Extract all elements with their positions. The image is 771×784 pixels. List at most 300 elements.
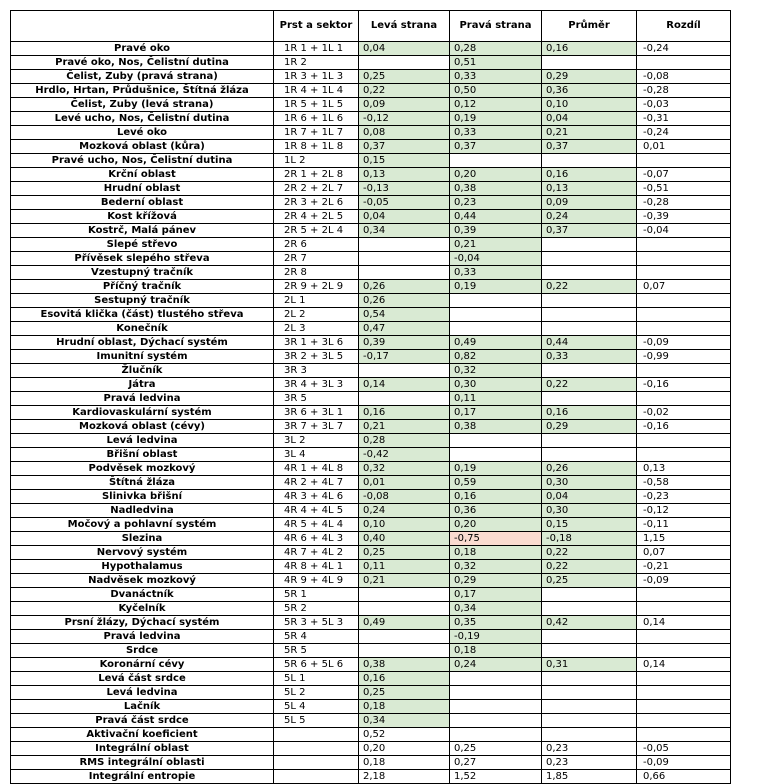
left-cell: 0,18 <box>359 700 450 714</box>
sector-cell: 3R 7 + 3L 7 <box>274 420 359 434</box>
difference-cell: 0,66 <box>637 770 731 784</box>
difference-cell <box>637 252 731 266</box>
organ-cell: Hrdlo, Hrtan, Průdušnice, Štítná žláza <box>11 84 274 98</box>
organ-cell: Příčný tračník <box>11 280 274 294</box>
right-cell: 0,38 <box>450 182 542 196</box>
sector-cell: 3R 3 <box>274 364 359 378</box>
left-cell: 0,11 <box>359 560 450 574</box>
table-row <box>11 70 731 84</box>
left-cell: -0,13 <box>359 182 450 196</box>
difference-cell: 0,07 <box>637 546 731 560</box>
right-cell: -0,19 <box>450 630 542 644</box>
right-cell: 0,34 <box>450 602 542 616</box>
table-body <box>11 42 731 784</box>
organ-cell: Močový a pohlavní systém <box>11 518 274 532</box>
table-row <box>11 420 731 434</box>
sector-cell: 2R 9 + 2L 9 <box>274 280 359 294</box>
left-cell <box>359 252 450 266</box>
table-row <box>11 350 731 364</box>
sector-cell <box>274 756 359 770</box>
average-cell <box>542 252 637 266</box>
header-left: Levá strana <box>359 11 450 42</box>
right-cell: 0,18 <box>450 546 542 560</box>
difference-cell: -0,07 <box>637 168 731 182</box>
sector-cell: 1R 4 + 1L 4 <box>274 84 359 98</box>
organ-cell: Štítná žláza <box>11 476 274 490</box>
average-cell: 0,29 <box>542 70 637 84</box>
organ-cell: Lačník <box>11 700 274 714</box>
left-cell <box>359 266 450 280</box>
organ-cell: Mozková oblast (cévy) <box>11 420 274 434</box>
table-row <box>11 518 731 532</box>
left-cell: 0,14 <box>359 378 450 392</box>
right-cell: 0,19 <box>450 112 542 126</box>
difference-cell: -0,08 <box>637 70 731 84</box>
average-cell: 0,37 <box>542 140 637 154</box>
right-cell: 0,16 <box>450 490 542 504</box>
left-cell: 0,20 <box>359 742 450 756</box>
table-row <box>11 266 731 280</box>
table-row <box>11 182 731 196</box>
sector-cell <box>274 770 359 784</box>
average-cell: 0,30 <box>542 476 637 490</box>
right-cell: 0,33 <box>450 266 542 280</box>
organ-cell: Hypothalamus <box>11 560 274 574</box>
organ-cell: Slinivka břišní <box>11 490 274 504</box>
difference-cell <box>637 448 731 462</box>
organ-cell: Hrudní oblast, Dýchací systém <box>11 336 274 350</box>
average-cell: 0,25 <box>542 574 637 588</box>
organ-cell: Esovitá klička (část) tlustého střeva <box>11 308 274 322</box>
table-row <box>11 476 731 490</box>
organ-cell: Kost křížová <box>11 210 274 224</box>
average-cell: -0,18 <box>542 532 637 546</box>
difference-cell: -0,31 <box>637 112 731 126</box>
average-cell: 0,16 <box>542 42 637 56</box>
right-cell <box>450 728 542 742</box>
sector-cell: 2R 8 <box>274 266 359 280</box>
right-cell: 0,23 <box>450 196 542 210</box>
average-cell: 0,31 <box>542 658 637 672</box>
table-row <box>11 672 731 686</box>
organ-cell: Čelist, Zuby (pravá strana) <box>11 70 274 84</box>
sector-cell: 5L 4 <box>274 700 359 714</box>
difference-cell <box>637 588 731 602</box>
organ-cell: Levá ledvina <box>11 686 274 700</box>
right-cell: 1,52 <box>450 770 542 784</box>
average-cell: 0,36 <box>542 84 637 98</box>
sector-cell: 1L 2 <box>274 154 359 168</box>
table-row <box>11 658 731 672</box>
organ-cell: Slezina <box>11 532 274 546</box>
average-cell <box>542 630 637 644</box>
sector-cell: 3R 1 + 3L 6 <box>274 336 359 350</box>
organ-cell: Podvěsek mozkový <box>11 462 274 476</box>
difference-cell: -0,28 <box>637 196 731 210</box>
average-cell <box>542 728 637 742</box>
table-row <box>11 434 731 448</box>
table-row <box>11 336 731 350</box>
table-row <box>11 294 731 308</box>
right-cell: 0,20 <box>450 518 542 532</box>
organ-cell: Sestupný tračník <box>11 294 274 308</box>
header-difference: Rozdíl <box>637 11 731 42</box>
organ-cell: Dvanáctník <box>11 588 274 602</box>
right-cell: -0,04 <box>450 252 542 266</box>
difference-cell <box>637 630 731 644</box>
right-cell: 0,50 <box>450 84 542 98</box>
sector-cell: 4R 7 + 4L 2 <box>274 546 359 560</box>
right-cell: 0,51 <box>450 56 542 70</box>
sector-cell: 1R 5 + 1L 5 <box>274 98 359 112</box>
table-row <box>11 532 731 546</box>
organ-cell: Břišní oblast <box>11 448 274 462</box>
right-cell: 0,36 <box>450 504 542 518</box>
table-row <box>11 462 731 476</box>
right-cell: 0,32 <box>450 364 542 378</box>
left-cell: 0,04 <box>359 42 450 56</box>
left-cell: 0,34 <box>359 714 450 728</box>
difference-cell <box>637 392 731 406</box>
organ-cell: Krční oblast <box>11 168 274 182</box>
right-cell <box>450 714 542 728</box>
sector-cell: 3R 6 + 3L 1 <box>274 406 359 420</box>
difference-cell <box>637 602 731 616</box>
organ-cell: Srdce <box>11 644 274 658</box>
right-cell: 0,11 <box>450 392 542 406</box>
table-row <box>11 770 731 784</box>
table-row <box>11 392 731 406</box>
left-cell <box>359 630 450 644</box>
average-cell <box>542 700 637 714</box>
table-row <box>11 406 731 420</box>
difference-cell: -0,16 <box>637 420 731 434</box>
average-cell: 0,22 <box>542 378 637 392</box>
header-sector: Prst a sektor <box>274 11 359 42</box>
right-cell <box>450 448 542 462</box>
right-cell: 0,29 <box>450 574 542 588</box>
table-row <box>11 322 731 336</box>
left-cell <box>359 588 450 602</box>
header-organ <box>11 11 274 42</box>
left-cell: 0,32 <box>359 462 450 476</box>
organ-cell: Levé oko <box>11 126 274 140</box>
organ-cell: Pravá ledvina <box>11 392 274 406</box>
sector-cell: 4R 6 + 4L 3 <box>274 532 359 546</box>
table-row <box>11 210 731 224</box>
table-row <box>11 196 731 210</box>
average-cell: 0,09 <box>542 196 637 210</box>
organ-cell: Pravé oko <box>11 42 274 56</box>
left-cell: 0,39 <box>359 336 450 350</box>
data-table <box>10 10 731 784</box>
table-row <box>11 84 731 98</box>
organ-cell: Koronární cévy <box>11 658 274 672</box>
sector-cell: 4R 8 + 4L 1 <box>274 560 359 574</box>
sector-cell: 3R 4 + 3L 3 <box>274 378 359 392</box>
difference-cell <box>637 56 731 70</box>
average-cell: 0,24 <box>542 210 637 224</box>
organ-cell: Játra <box>11 378 274 392</box>
average-cell <box>542 602 637 616</box>
difference-cell <box>637 154 731 168</box>
sector-cell: 4R 9 + 4L 9 <box>274 574 359 588</box>
sector-cell: 5R 3 + 5L 3 <box>274 616 359 630</box>
sector-cell: 1R 1 + 1L 1 <box>274 42 359 56</box>
average-cell: 0,04 <box>542 490 637 504</box>
table-row <box>11 224 731 238</box>
difference-cell <box>637 644 731 658</box>
difference-cell <box>637 238 731 252</box>
right-cell: 0,32 <box>450 560 542 574</box>
left-cell: 0,34 <box>359 224 450 238</box>
left-cell: 0,28 <box>359 434 450 448</box>
organ-cell: Kyčelník <box>11 602 274 616</box>
average-cell <box>542 322 637 336</box>
organ-cell: RMS integrální oblasti <box>11 756 274 770</box>
sector-cell: 2R 7 <box>274 252 359 266</box>
sector-cell: 1R 6 + 1L 6 <box>274 112 359 126</box>
right-cell <box>450 322 542 336</box>
left-cell: 0,38 <box>359 658 450 672</box>
right-cell: 0,19 <box>450 462 542 476</box>
table-row <box>11 616 731 630</box>
organ-cell: Pravá část srdce <box>11 714 274 728</box>
right-cell: 0,21 <box>450 238 542 252</box>
sector-cell: 3R 5 <box>274 392 359 406</box>
header-average: Průměr <box>542 11 637 42</box>
right-cell <box>450 308 542 322</box>
table-row <box>11 630 731 644</box>
organ-cell: Bederní oblast <box>11 196 274 210</box>
average-cell <box>542 588 637 602</box>
sector-cell: 5L 1 <box>274 672 359 686</box>
right-cell: 0,27 <box>450 756 542 770</box>
right-cell: 0,28 <box>450 42 542 56</box>
difference-cell <box>637 672 731 686</box>
left-cell <box>359 364 450 378</box>
difference-cell <box>637 434 731 448</box>
difference-cell <box>637 322 731 336</box>
left-cell <box>359 644 450 658</box>
left-cell: 0,18 <box>359 756 450 770</box>
header-right: Pravá strana <box>450 11 542 42</box>
organ-cell: Levá ledvina <box>11 434 274 448</box>
table-row <box>11 588 731 602</box>
organ-cell: Kostrč, Malá pánev <box>11 224 274 238</box>
average-cell <box>542 308 637 322</box>
left-cell: -0,12 <box>359 112 450 126</box>
sector-cell: 5L 2 <box>274 686 359 700</box>
right-cell <box>450 700 542 714</box>
organ-cell: Hrudní oblast <box>11 182 274 196</box>
organ-cell: Mozková oblast (kůra) <box>11 140 274 154</box>
average-cell: 0,16 <box>542 406 637 420</box>
sector-cell: 2R 6 <box>274 238 359 252</box>
left-cell <box>359 602 450 616</box>
table-row <box>11 42 731 56</box>
sector-cell: 2R 3 + 2L 6 <box>274 196 359 210</box>
header-row <box>11 11 731 42</box>
difference-cell <box>637 728 731 742</box>
left-cell: 0,40 <box>359 532 450 546</box>
right-cell: 0,25 <box>450 742 542 756</box>
sector-cell: 5R 1 <box>274 588 359 602</box>
average-cell: 0,21 <box>542 126 637 140</box>
right-cell: 0,82 <box>450 350 542 364</box>
average-cell <box>542 392 637 406</box>
sector-cell: 4R 1 + 4L 8 <box>274 462 359 476</box>
sector-cell <box>274 742 359 756</box>
right-cell: 0,38 <box>450 420 542 434</box>
difference-cell: 0,13 <box>637 462 731 476</box>
right-cell: 0,44 <box>450 210 542 224</box>
average-cell <box>542 672 637 686</box>
average-cell <box>542 294 637 308</box>
difference-cell <box>637 686 731 700</box>
left-cell: 0,37 <box>359 140 450 154</box>
right-cell: 0,24 <box>450 658 542 672</box>
difference-cell: 1,15 <box>637 532 731 546</box>
sector-cell: 3L 2 <box>274 434 359 448</box>
organ-cell: Levá část srdce <box>11 672 274 686</box>
right-cell: 0,49 <box>450 336 542 350</box>
table-row <box>11 168 731 182</box>
sector-cell: 5R 5 <box>274 644 359 658</box>
sector-cell: 1R 7 + 1L 7 <box>274 126 359 140</box>
organ-cell: Prsní žlázy, Dýchací systém <box>11 616 274 630</box>
table-row <box>11 742 731 756</box>
average-cell: 0,37 <box>542 224 637 238</box>
organ-cell: Pravá ledvina <box>11 630 274 644</box>
right-cell: 0,35 <box>450 616 542 630</box>
difference-cell: -0,16 <box>637 378 731 392</box>
sector-cell: 2L 3 <box>274 322 359 336</box>
right-cell: 0,20 <box>450 168 542 182</box>
table-row <box>11 378 731 392</box>
average-cell: 0,13 <box>542 182 637 196</box>
organ-cell: Levé ucho, Nos, Čelistní dutina <box>11 112 274 126</box>
average-cell: 0,10 <box>542 98 637 112</box>
left-cell: 0,47 <box>359 322 450 336</box>
left-cell: 0,24 <box>359 504 450 518</box>
difference-cell <box>637 714 731 728</box>
left-cell <box>359 238 450 252</box>
average-cell <box>542 238 637 252</box>
difference-cell: -0,24 <box>637 126 731 140</box>
table-row <box>11 280 731 294</box>
difference-cell: -0,04 <box>637 224 731 238</box>
average-cell <box>542 154 637 168</box>
left-cell: 0,08 <box>359 126 450 140</box>
left-cell: 0,21 <box>359 574 450 588</box>
organ-cell: Kardiovaskulární systém <box>11 406 274 420</box>
average-cell: 1,85 <box>542 770 637 784</box>
right-cell: 0,33 <box>450 70 542 84</box>
average-cell: 0,04 <box>542 112 637 126</box>
average-cell: 0,26 <box>542 462 637 476</box>
left-cell: 0,15 <box>359 154 450 168</box>
average-cell: 0,30 <box>542 504 637 518</box>
right-cell: -0,75 <box>450 532 542 546</box>
difference-cell: -0,09 <box>637 574 731 588</box>
sector-cell: 1R 8 + 1L 8 <box>274 140 359 154</box>
difference-cell: -0,09 <box>637 336 731 350</box>
difference-cell: -0,11 <box>637 518 731 532</box>
right-cell: 0,17 <box>450 588 542 602</box>
average-cell <box>542 686 637 700</box>
table-row <box>11 252 731 266</box>
difference-cell <box>637 266 731 280</box>
right-cell <box>450 154 542 168</box>
table-row <box>11 686 731 700</box>
difference-cell: -0,23 <box>637 490 731 504</box>
organ-cell: Čelist, Zuby (levá strana) <box>11 98 274 112</box>
average-cell <box>542 266 637 280</box>
left-cell: -0,05 <box>359 196 450 210</box>
left-cell: 0,22 <box>359 84 450 98</box>
organ-cell: Konečník <box>11 322 274 336</box>
difference-cell: -0,28 <box>637 84 731 98</box>
sector-cell: 3R 2 + 3L 5 <box>274 350 359 364</box>
average-cell <box>542 448 637 462</box>
organ-cell: Slepé střevo <box>11 238 274 252</box>
organ-cell: Pravé oko, Nos, Čelistní dutina <box>11 56 274 70</box>
average-cell <box>542 56 637 70</box>
table-row <box>11 700 731 714</box>
average-cell: 0,15 <box>542 518 637 532</box>
average-cell: 0,33 <box>542 350 637 364</box>
difference-cell <box>637 308 731 322</box>
sector-cell: 5R 6 + 5L 6 <box>274 658 359 672</box>
sector-cell: 5R 4 <box>274 630 359 644</box>
sector-cell: 5L 5 <box>274 714 359 728</box>
average-cell: 0,22 <box>542 560 637 574</box>
left-cell: -0,08 <box>359 490 450 504</box>
table-row <box>11 490 731 504</box>
organ-cell: Imunitní systém <box>11 350 274 364</box>
average-cell: 0,16 <box>542 168 637 182</box>
sector-cell: 2R 1 + 2L 8 <box>274 168 359 182</box>
difference-cell: -0,05 <box>637 742 731 756</box>
sector-cell: 2L 1 <box>274 294 359 308</box>
difference-cell: -0,21 <box>637 560 731 574</box>
left-cell: 0,52 <box>359 728 450 742</box>
average-cell <box>542 714 637 728</box>
left-cell: 0,16 <box>359 406 450 420</box>
sector-cell <box>274 728 359 742</box>
left-cell: 0,49 <box>359 616 450 630</box>
organ-cell: Nervový systém <box>11 546 274 560</box>
left-cell: 0,25 <box>359 546 450 560</box>
average-cell: 0,22 <box>542 280 637 294</box>
sector-cell: 2R 5 + 2L 4 <box>274 224 359 238</box>
average-cell <box>542 434 637 448</box>
left-cell: 0,21 <box>359 420 450 434</box>
right-cell: 0,19 <box>450 280 542 294</box>
sector-cell: 2R 2 + 2L 7 <box>274 182 359 196</box>
left-cell: 0,26 <box>359 280 450 294</box>
average-cell: 0,42 <box>542 616 637 630</box>
table-row <box>11 504 731 518</box>
organ-cell: Vzestupný tračník <box>11 266 274 280</box>
average-cell: 0,29 <box>542 420 637 434</box>
right-cell: 0,12 <box>450 98 542 112</box>
left-cell: 0,16 <box>359 672 450 686</box>
sector-cell: 4R 3 + 4L 6 <box>274 490 359 504</box>
average-cell: 0,23 <box>542 742 637 756</box>
organ-cell: Pravé ucho, Nos, Čelistní dutina <box>11 154 274 168</box>
